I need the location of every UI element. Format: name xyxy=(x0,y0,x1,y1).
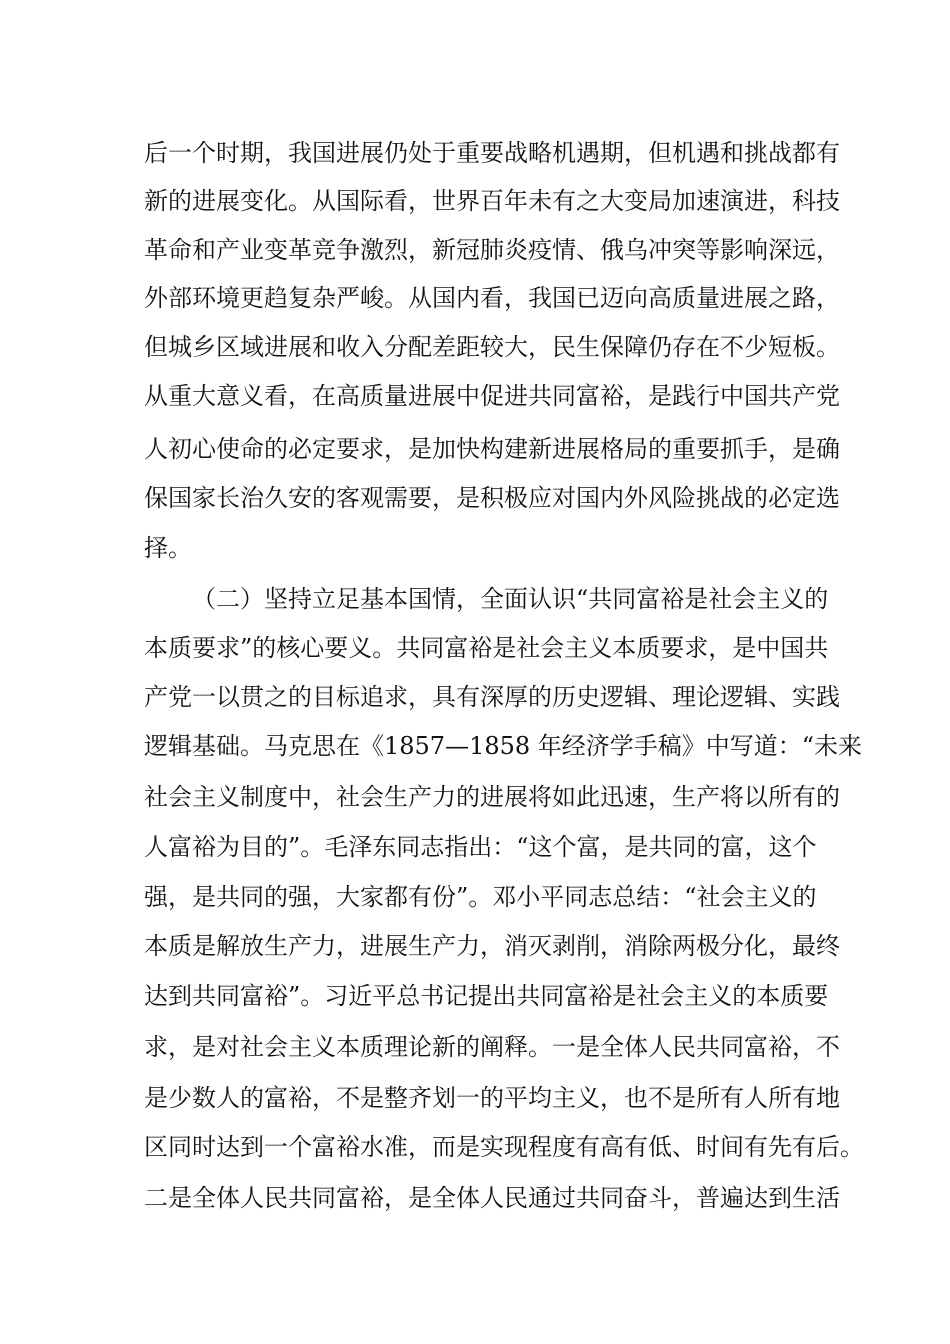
text-line: 达到共同富裕”。习近平总书记提出共同富裕是社会主义的本质要 xyxy=(144,982,829,1010)
text-line: 区同时达到一个富裕水准，而是实现程度有高有低、时间有先有后。 xyxy=(144,1133,864,1161)
text-line: 求，是对社会主义本质理论新的阐释。一是全体人民共同富裕，不 xyxy=(144,1033,840,1061)
text-line: 但城乡区域进展和收入分配差距较大，民生保障仍存在不少短板。 xyxy=(144,333,840,361)
text-line: 新的进展变化。从国际看，世界百年未有之大变局加速演进，科技 xyxy=(144,187,840,215)
text-line: 保国家长治久安的客观需要，是积极应对国内外风险挑战的必定选 xyxy=(144,484,840,512)
section-heading-line: （二）坚持立足基本国情，全面认识“共同富裕是社会主义的 xyxy=(192,585,829,613)
text-line: 后一个时期，我国进展仍处于重要战略机遇期，但机遇和挑战都有 xyxy=(144,139,840,167)
text-line: 逻辑基础。马克思在《1857—1858 年经济学手稿》中写道：“未来 xyxy=(144,732,863,760)
text-line: 是少数人的富裕，不是整齐划一的平均主义，也不是所有人所有地 xyxy=(144,1084,840,1112)
text-line: 择。 xyxy=(144,534,192,562)
text-line: 强，是共同的强，大家都有份”。邓小平同志总结：“社会主义的 xyxy=(144,883,817,911)
text-line: 本质是解放生产力，进展生产力，消灭剥削，消除两极分化，最终 xyxy=(144,932,840,960)
text-line: 产党一以贯之的目标追求，具有深厚的历史逻辑、理论逻辑、实践 xyxy=(144,683,840,711)
text-line: 本质要求”的核心要义。共同富裕是社会主义本质要求，是中国共 xyxy=(144,634,829,662)
text-line: 外部环境更趋复杂严峻。从国内看，我国已迈向高质量进展之路， xyxy=(144,284,840,312)
text-line: 革命和产业变革竞争激烈，新冠肺炎疫情、俄乌冲突等影响深远， xyxy=(144,236,840,264)
text-line: 人初心使命的必定要求，是加快构建新进展格局的重要抓手，是确 xyxy=(144,435,840,463)
text-line: 二是全体人民共同富裕，是全体人民通过共同奋斗，普遍达到生活 xyxy=(144,1184,840,1212)
text-line: 人富裕为目的”。毛泽东同志指出：“这个富，是共同的富，这个 xyxy=(144,833,817,861)
text-line: 从重大意义看，在高质量进展中促进共同富裕，是践行中国共产党 xyxy=(144,382,840,410)
text-line: 社会主义制度中，社会生产力的进展将如此迅速，生产将以所有的 xyxy=(144,783,840,811)
